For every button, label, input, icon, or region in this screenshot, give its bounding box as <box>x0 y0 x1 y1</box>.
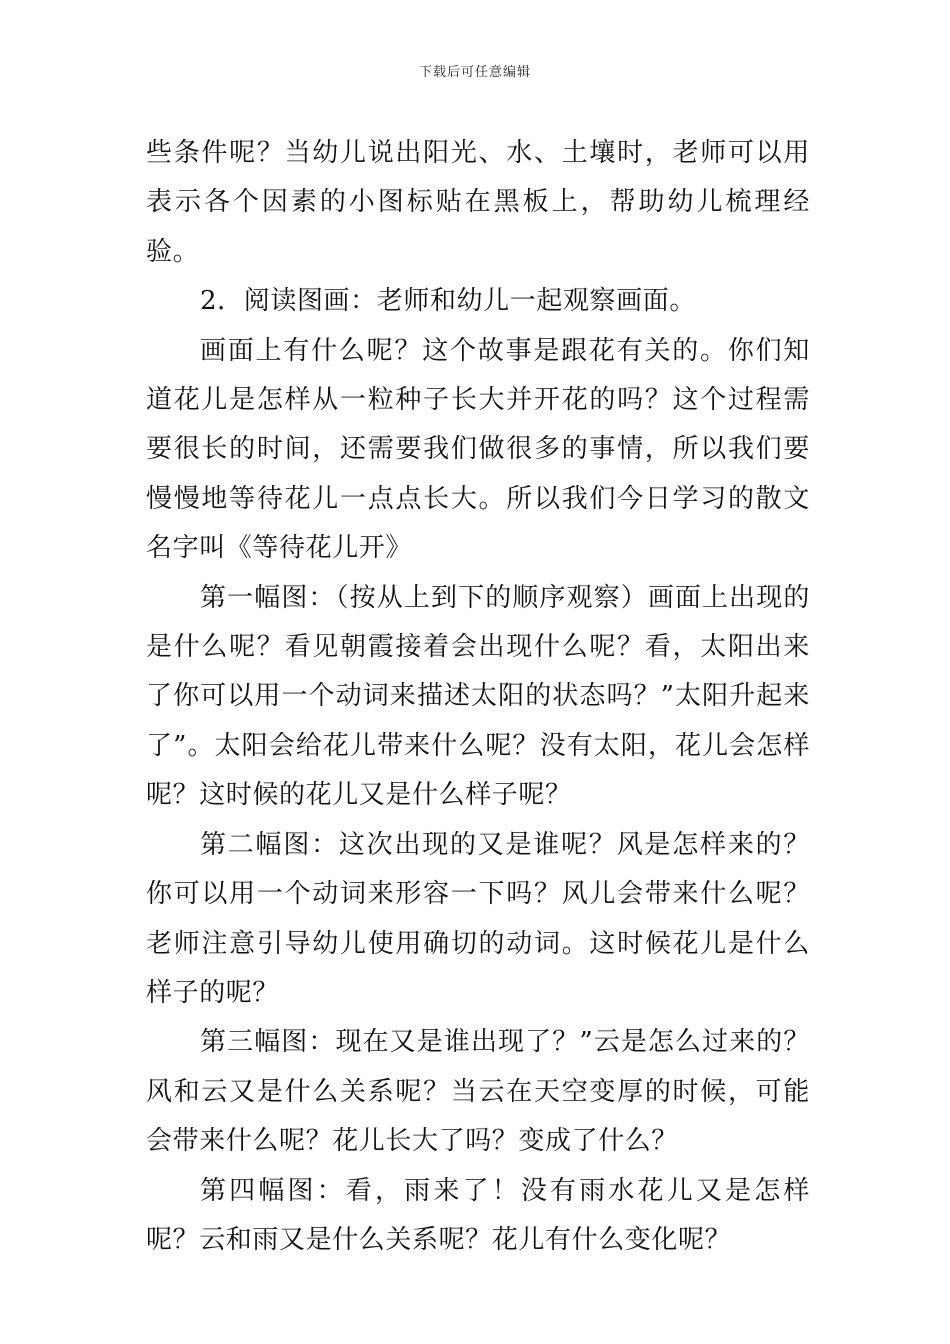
page-header: 下载后可任意编辑 <box>418 65 531 80</box>
paragraph-picture-four: 第四幅图：看，雨来了！没有雨水花儿又是怎样呢？云和雨又是什么关系呢？花儿有什么变化呢？ <box>146 1175 810 1255</box>
paragraph-conditions: 些条件呢？当幼儿说出阳光、水、土壤时，老师可以用表示各个因素的小图标贴在黑板上，帮助幼儿梳理经验。 <box>146 138 810 267</box>
paragraph-story-intro: 画面上有什么呢？这个故事是跟花有关的。你们知道花儿是怎样从一粒种子长大并开花的吗？这个过程需要很长的时间，还需要我们做很多的事情，所以我们要慢慢地等待花儿一点点长大。所以我们今日学习的散文名字叫《等待花儿开》 <box>146 335 810 564</box>
document-body <box>146 129 810 1265</box>
paragraph-picture-three: 第三幅图：现在又是谁出现了？”云是怎么过来的？风和云又是什么关系呢？当云在天空变厚的时候，可能会带来什么呢？花儿长大了吗？变成了什么？ <box>146 1027 810 1157</box>
paragraph-picture-one: 第一幅图：（按从上到下的顺序观察）画面上出现的是什么呢？看见朝霞接着会出现什么呢？看，太阳出来了你可以用一个动词来描述太阳的状态吗？”太阳升起来了”。太阳会给花儿带来什么呢？没有太阳，花儿会怎样呢？这时候的花儿又是什么样子呢？ <box>146 582 810 811</box>
paragraph-picture-two: 第二幅图：这次出现的又是谁呢？风是怎样来的？你可以用一个动词来形容一下吗？风儿会带来什么呢？老师注意引导幼儿使用确切的动词。这时候花儿是什么样子的呢？ <box>146 829 810 1008</box>
paragraph-reading-pictures: 2．阅读图画：老师和幼儿一起观察画面。 <box>200 286 696 317</box>
